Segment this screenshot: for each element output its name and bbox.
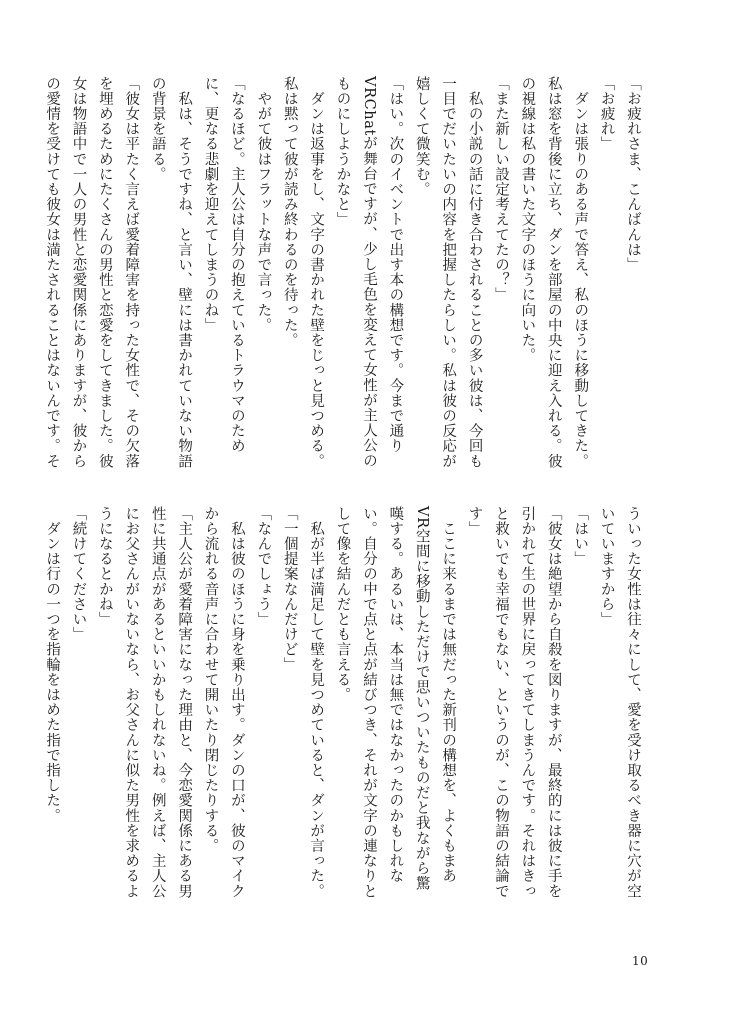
paragraph: 私の小説の話に付き合わされることの多い彼は、今回も一目でだいたいの内容を把握したらしい。私は彼の反応が嬉しくて微笑む。: [413, 76, 483, 469]
paragraph: 私が半ば満足して壁を見つめていると、ダンが言った。: [308, 506, 325, 899]
paragraph: 「お疲れ」: [598, 76, 615, 152]
lower-text-column: [44, 506, 646, 906]
paragraph: 「一個提案なんだけど」: [281, 506, 298, 673]
upper-text-column: [44, 76, 646, 476]
paragraph: ダンは行の一つを指輪をはめた指で指した。: [44, 506, 61, 824]
paragraph: 「なんでしょう」: [255, 506, 272, 627]
paragraph: 「はい」: [572, 506, 589, 567]
paragraph: 「お疲れさま、こんばんは」: [625, 76, 641, 273]
paragraph: ここに来るまでは無だった新刊の構想を、よくもまあVR空間に移動しただけで思いついたものだと我ながら驚嘆する。あるいは、本当は無ではなかったのかもしれない。自分の中で点と点が結びつき、それが文字の連なりとして像を結んだとも言える。: [334, 506, 457, 899]
paragraph: ダンは張りのある声で答え、私のほうに移動してきた。: [572, 76, 589, 469]
paragraph: 「主人公が愛着障害になった理由と、今恋愛関係にある男性に共通点があるといいかもしれないね。例えば、主人公にお父さんがいないなら、お父さんに似た男性を求めるようになるとかね」: [96, 506, 193, 899]
paragraph: 「なるほど。主人公は自分の抱えているトラウマのために、更なる悲劇を迎えてしまうのね」: [202, 76, 245, 454]
paragraph: やがて彼はフラットな声で言った。: [255, 76, 272, 333]
paragraph: 「彼女は平たく言えば愛着障害を持った女性で、その欠落を埋めるためにたくさんの男性と恋愛をしてきました。彼女は物語中で一人の男性と恋愛関係にありますが、彼からの愛情を受けても彼女は満たされることはないんです。そ: [44, 76, 140, 469]
paragraph: 「続けてください」: [70, 506, 87, 642]
paragraph: ダンは返事をし、文字の書かれた壁をじっと見つめる。私は黙って彼が読み終わるのを待った。: [281, 76, 325, 469]
paragraph: 私は、そうですね、と言い、壁には書かれていない物語の背景を語る。: [149, 76, 193, 469]
paragraph: 「彼女は絶望から自殺を図りますが、最終的には彼に手を引かれて生の世界に戻ってきてしまうんです。それはきっと救いでも幸福でもない、というのが、この物語の結論です」: [466, 506, 562, 899]
paragraph: 私は彼のほうに身を乗り出す。ダンの口が、彼のマイクから流れる音声に合わせて開いたり閉じたりする。: [202, 506, 245, 899]
paragraph: 「はい。次のイベントで出す本の構想です。今まで通りVRChatが舞台ですが、少し毛色を変えて女性が主人公のものにしようかなと」: [334, 76, 404, 469]
page-number: 10: [632, 954, 649, 968]
paragraph: ういった女性は往々にして、愛を受け取るべき器に穴が空いていますから」: [598, 506, 641, 899]
paragraph: 「また新しい設定考えてたの？」: [492, 76, 509, 303]
paragraph: 私は窓を背後に立ち、ダンを部屋の中央に迎え入れる。彼の視線は私の書いた文字のほうに向いた。: [519, 76, 562, 469]
